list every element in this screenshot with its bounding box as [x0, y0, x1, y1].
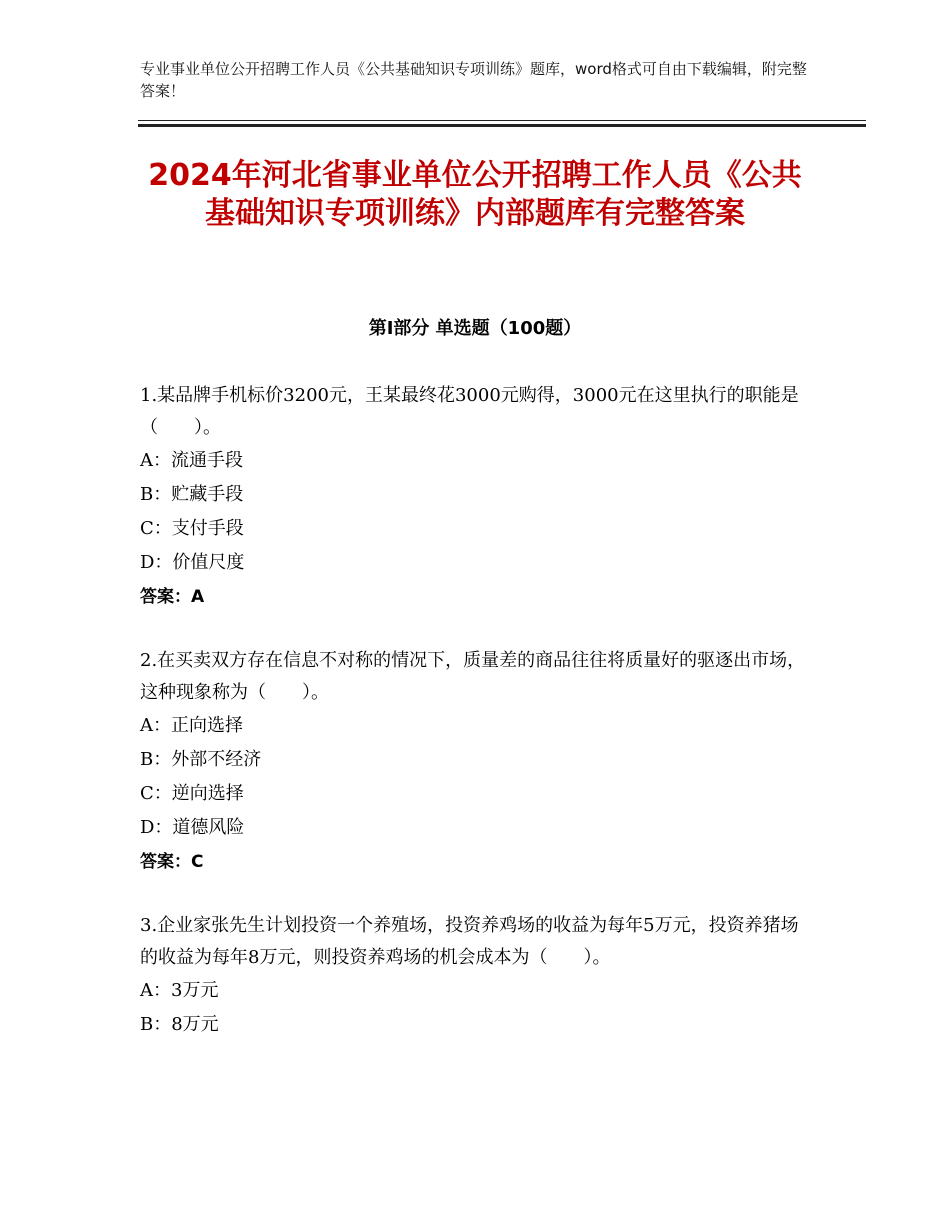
option-b: B：外部不经济 — [140, 749, 262, 770]
answer: 答案：C — [140, 852, 204, 872]
section-heading: 第Ⅰ部分 单选题（100题） — [368, 318, 582, 339]
option-b: B：8万元 — [140, 1014, 219, 1035]
question-stem: 3.企业家张先生计划投资一个养殖场，投资养鸡场的收益为每年5万元，投资养猪场的收益为每年8万元，则投资养鸡场的机会成本为（ ）。 — [140, 915, 799, 968]
option-a: A：正向选择 — [140, 715, 243, 736]
option-a: A：流通手段 — [140, 450, 243, 471]
answer: 答案：A — [140, 587, 205, 607]
question-1 — [140, 380, 810, 614]
question-list — [140, 380, 810, 1073]
question-3 — [140, 910, 810, 1042]
option-c: C：逆向选择 — [140, 783, 244, 804]
header-divider-thick — [138, 124, 866, 127]
question-stem: 1.某品牌手机标价3200元，王某最终花3000元购得，3000元在这里执行的职能是（ ）。 — [140, 385, 799, 438]
question-2 — [140, 645, 810, 879]
document-title: 2024年河北省事业单位公开招聘工作人员《公共基础知识专项训练》内部题库有完整答案 — [148, 158, 802, 231]
option-c: C：支付手段 — [140, 518, 244, 539]
question-stem: 2.在买卖双方存在信息不对称的情况下，质量差的商品往往将质量好的驱逐出市场，这种现象称为（ ）。 — [140, 650, 806, 703]
header-divider-thin — [138, 120, 866, 121]
option-b: B：贮藏手段 — [140, 484, 244, 505]
option-a: A：3万元 — [140, 980, 219, 1001]
option-d: D：道德风险 — [140, 817, 245, 838]
header-note: 专业事业单位公开招聘工作人员《公共基础知识专项训练》题库，word格式可自由下载编辑，附完整答案！ — [140, 60, 807, 100]
option-d: D：价值尺度 — [140, 552, 245, 573]
